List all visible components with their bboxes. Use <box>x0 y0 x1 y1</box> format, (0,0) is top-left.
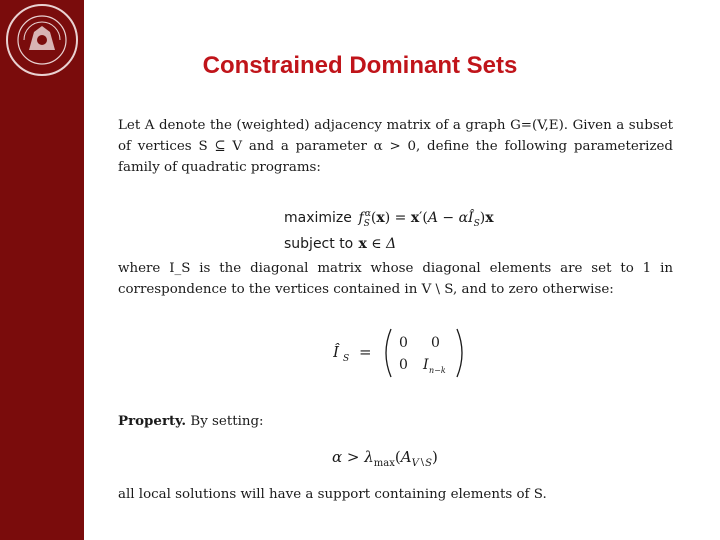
property-text: By setting: <box>190 414 264 429</box>
svg-text:n−k: n−k <box>429 366 446 375</box>
constraint-row <box>284 234 494 255</box>
constraint-formula: x ∈ Δ <box>358 236 397 253</box>
svg-text:0: 0 <box>399 357 408 373</box>
svg-text:S: S <box>343 354 350 364</box>
svg-text:=: = <box>359 343 372 361</box>
intro-paragraph: Let A denote the (weighted) adjacency matrix of a graph G=(V,E). Given a subset of vertices S ⊆ V and a parameter α > 0, define the following parameterized family of quadratic programs: <box>118 118 673 175</box>
where-paragraph: where I_S is the diagonal matrix whose diagonal elements are set to 1 in correspondence to the vertices contained in V \ S, and to zero otherwise: <box>118 261 673 297</box>
maximize-label: maximize <box>284 209 352 226</box>
objective-row <box>284 204 494 234</box>
svg-text:0: 0 <box>431 335 440 351</box>
matrix-svg <box>333 323 483 383</box>
property-paragraph <box>118 411 673 432</box>
svg-text:0: 0 <box>399 335 408 351</box>
sidebar <box>0 0 84 540</box>
quadratic-program <box>284 204 494 255</box>
matrix-equation <box>333 323 483 387</box>
slide-title: Constrained Dominant Sets <box>202 52 518 79</box>
objective-formula: $f_S^\alpha(x) = x'(A$ − $\alpha Î_S)x$ <box>358 209 494 229</box>
conclusion-paragraph: all local solutions will have a support containing elements of S. <box>118 487 547 502</box>
svg-text:I: I <box>423 357 429 373</box>
subject-to-label: subject to <box>284 236 354 253</box>
svg-text:Î: Î <box>333 343 339 361</box>
alpha-condition: $\alpha > \lambda_{max}(A_{V∖S})$ <box>332 448 438 469</box>
property-label: Property. <box>118 413 187 429</box>
